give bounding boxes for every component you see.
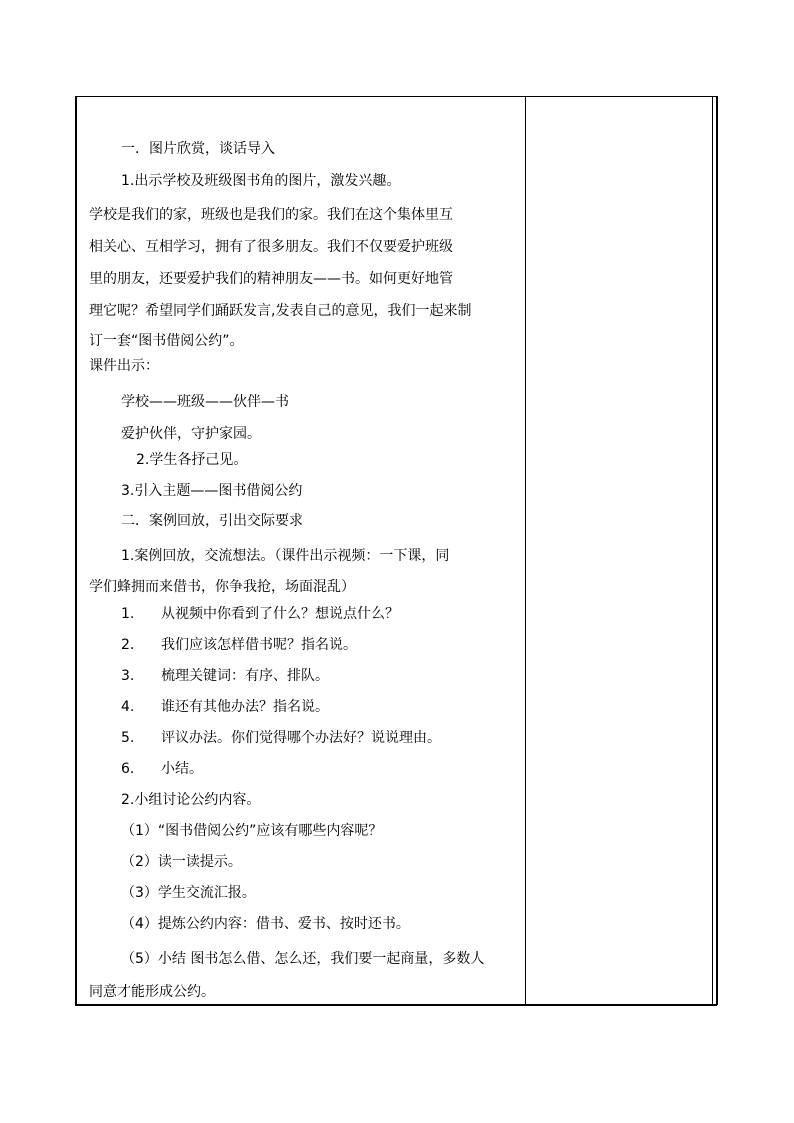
paragraph-line-4: 理它呢？希望同学们踊跃发言,发表自己的意见，我们一起来制 xyxy=(89,303,472,319)
sub-step-5-line-1: （5）小结 图书怎么借、怎么还，我们要一起商量，多数人 xyxy=(121,951,485,967)
sub-step-3: （3）学生交流汇报。 xyxy=(121,885,256,901)
step-2-text: 2.学生各抒己见。 xyxy=(136,452,248,468)
section-heading-1: 一．图片欣赏，谈话导入 xyxy=(121,141,275,157)
sub-step-4: （4）提炼公约内容：借书、爱书、按时还书。 xyxy=(121,916,410,932)
table-border-bottom xyxy=(75,1004,717,1006)
courseware-label: 课件出示： xyxy=(89,358,159,374)
sub-step-1: （1）“图书借阅公约”应该有哪些内容呢？ xyxy=(121,823,383,839)
list-item-1: 从视频中你看到了什么？想说点什么？ xyxy=(161,606,399,622)
table-border-right xyxy=(712,96,718,1005)
sub-step-5-line-2: 同意才能形成公约。 xyxy=(89,984,215,1000)
list-number-6: 6. xyxy=(121,761,135,777)
paragraph-line-2: 相关心、互相学习，拥有了很多朋友。我们不仅要爱护班级 xyxy=(89,239,453,255)
sub-step-2: （2）读一读提示。 xyxy=(121,854,242,870)
paragraph-line-5: 订一套“图书借阅公约”。 xyxy=(89,333,244,349)
list-number-2: 2. xyxy=(121,637,135,653)
list-number-1: 1. xyxy=(121,606,135,622)
list-item-5: 评议办法。你们觉得哪个办法好？说说理由。 xyxy=(161,730,441,746)
table-border-left xyxy=(75,96,77,1005)
paragraph-line-3: 里的朋友，还要爱护我们的精神朋友——书。如何更好地管 xyxy=(89,271,453,287)
case-line-1: 1.案例回放，交流想法。（课件出示视频：一下课，同 xyxy=(121,548,450,564)
table-border-top xyxy=(75,96,717,97)
list-item-2: 我们应该怎样借书呢？指名说。 xyxy=(161,637,357,653)
list-number-3: 3. xyxy=(121,668,135,684)
step-discussion-text: 2.小组讨论公约内容。 xyxy=(121,792,261,808)
list-item-6: 小结。 xyxy=(161,761,203,777)
list-number-4: 4. xyxy=(121,699,135,715)
step-3-text: 3.引入主题——图书借阅公约 xyxy=(121,483,303,499)
step-1-text: 1.出示学校及班级图书角的图片，激发兴趣。 xyxy=(121,173,401,189)
list-item-3: 梳理关键词：有序、排队。 xyxy=(161,668,329,684)
table-column-divider xyxy=(525,96,526,1005)
list-item-4: 谁还有其他办法？指名说。 xyxy=(161,699,329,715)
list-number-5: 5. xyxy=(121,730,135,746)
case-line-2: 学们蜂拥而来借书，你争我抢，场面混乱） xyxy=(89,579,355,595)
courseware-line-1: 学校——班级——伙伴—书 xyxy=(121,394,289,410)
courseware-line-2: 爱护伙伴，守护家园。 xyxy=(121,426,261,442)
paragraph-line-1: 学校是我们的家，班级也是我们的家。我们在这个集体里互 xyxy=(89,207,453,223)
section-heading-2: 二．案例回放，引出交际要求 xyxy=(121,513,303,529)
